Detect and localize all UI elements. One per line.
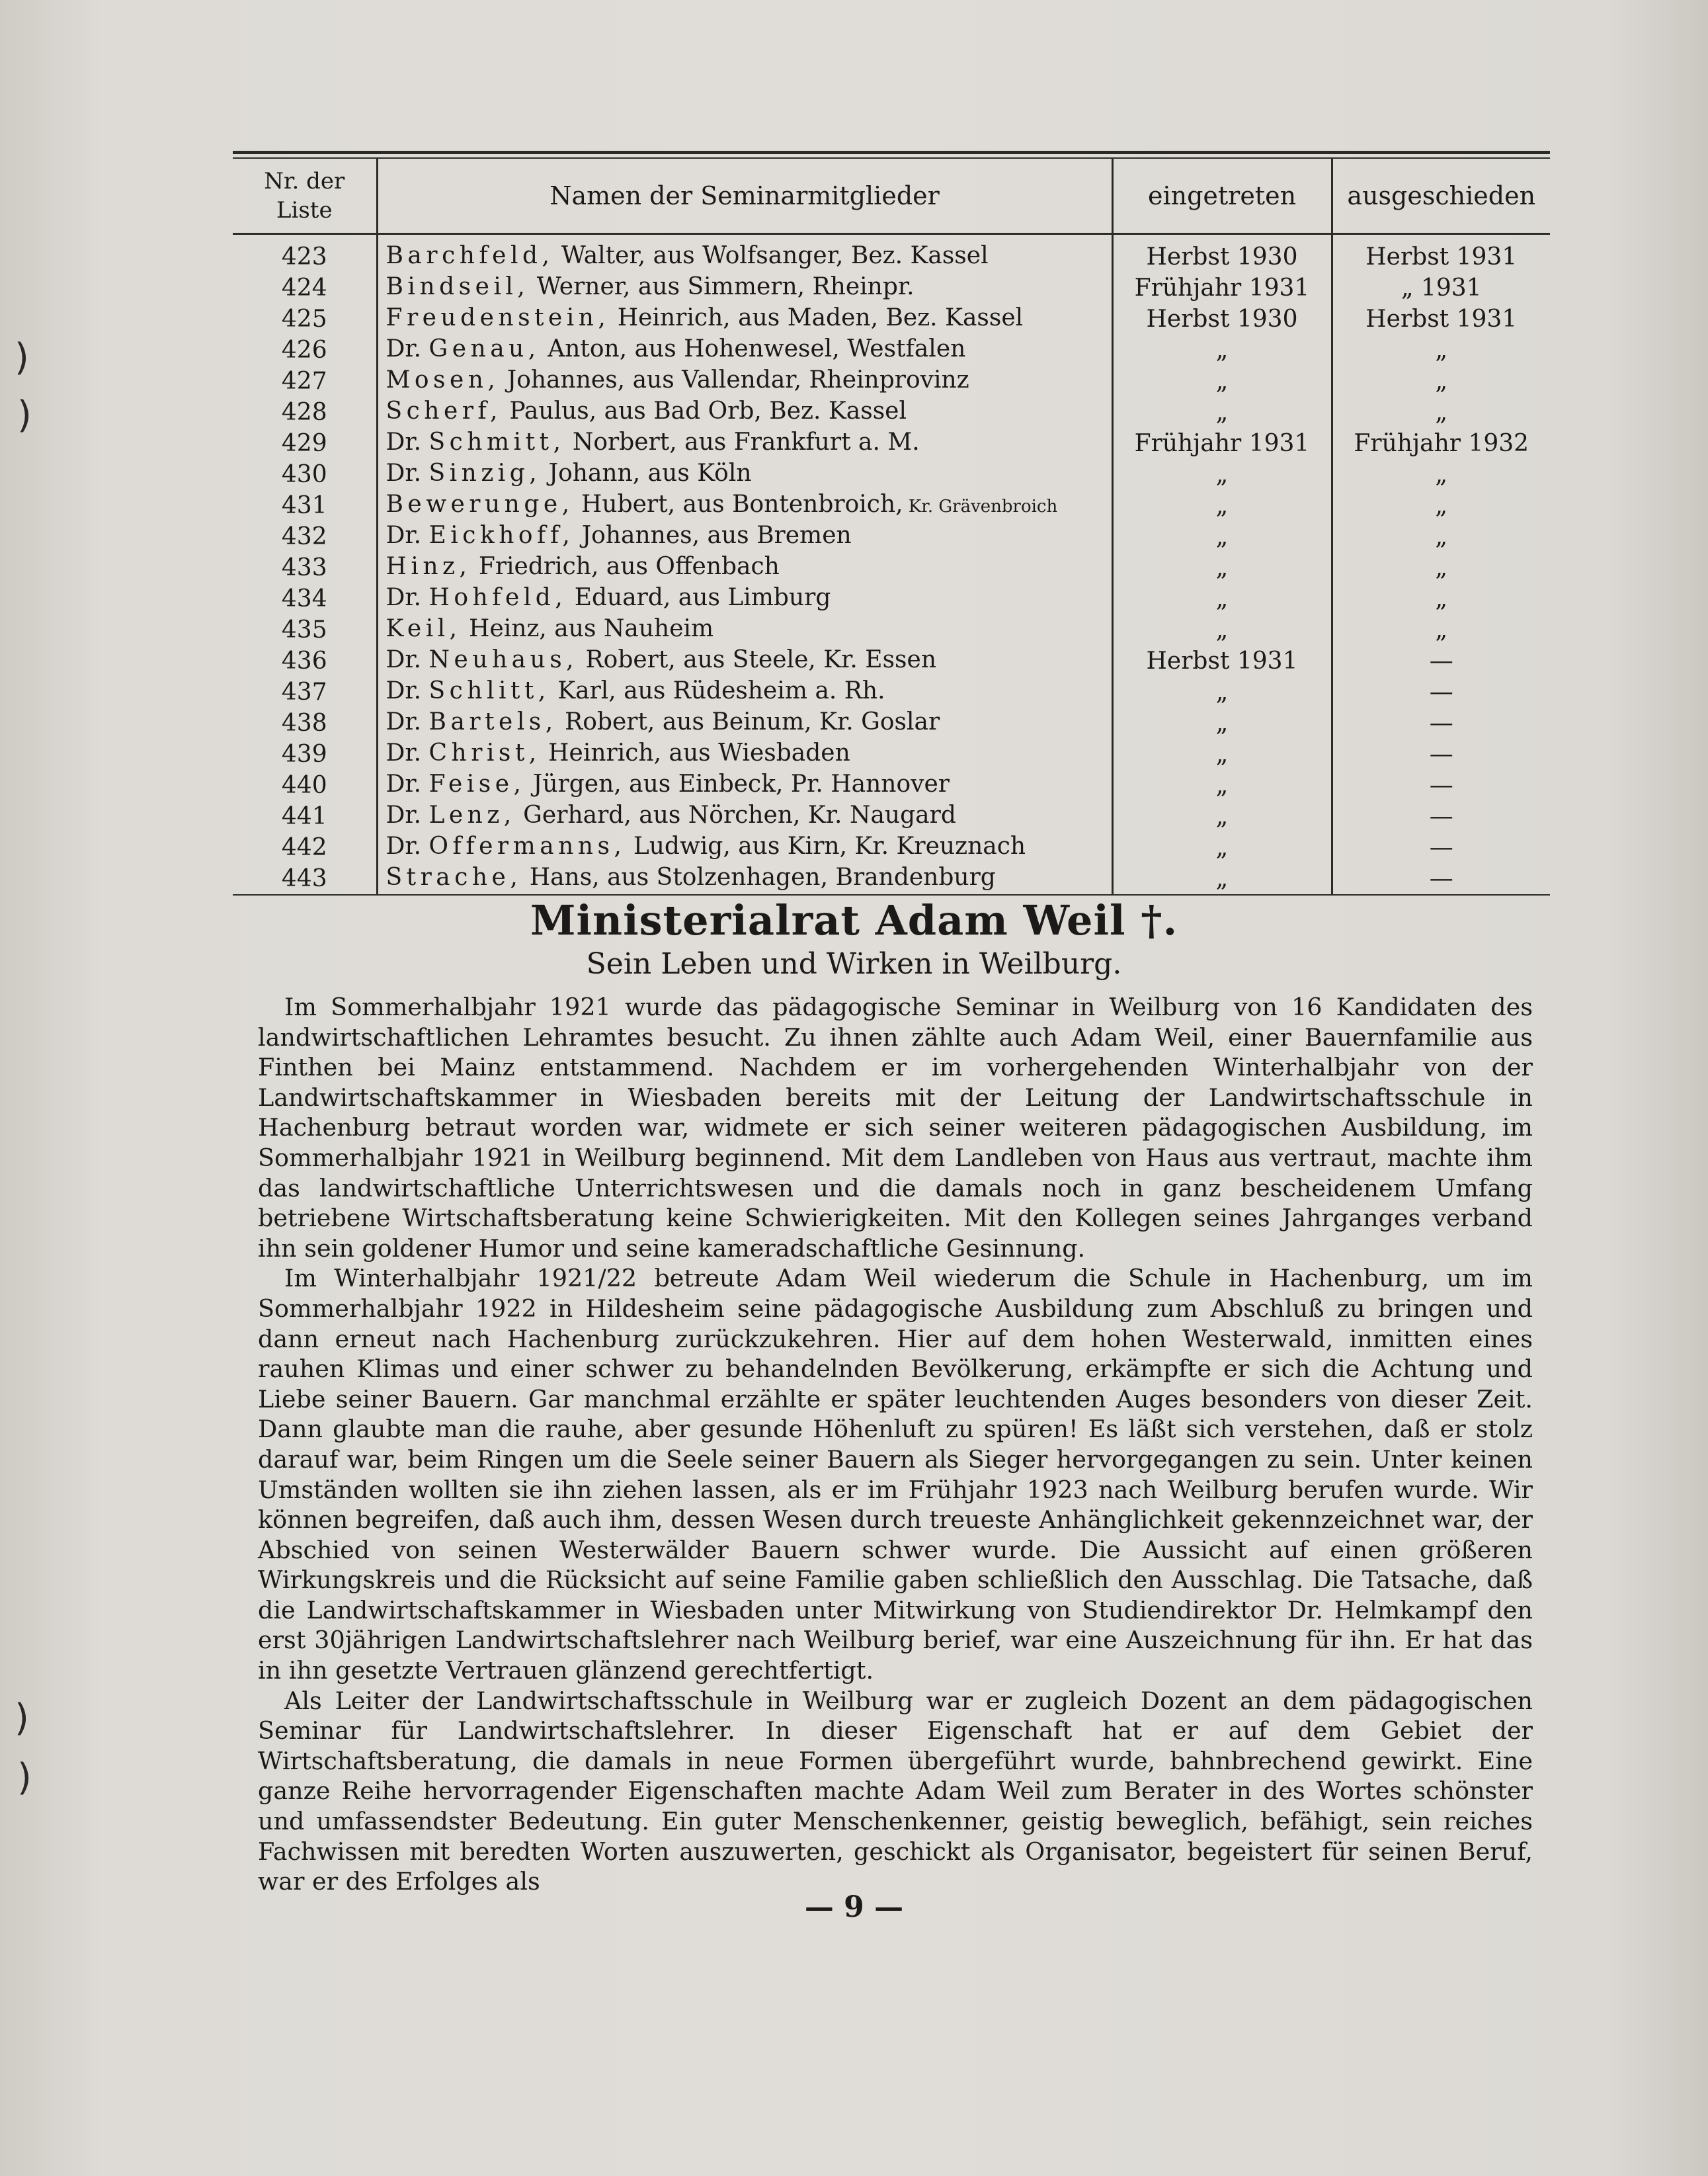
- member-name-cell: [377, 428, 1112, 459]
- joined-date: „: [1112, 863, 1332, 894]
- member-name-cell: [377, 677, 1112, 708]
- name-prefix: Dr.: [386, 677, 429, 704]
- row-number: 426: [281, 336, 327, 364]
- binding-mark: ): [17, 1756, 32, 1799]
- member-surname: Hinz,: [386, 553, 471, 580]
- article-subtitle: Sein Leben und Wirken in Weilburg.: [586, 947, 1122, 981]
- member-surname: Freudenstein,: [386, 304, 610, 331]
- member-surname: Barchfeld,: [386, 242, 554, 269]
- table-row: [233, 335, 1550, 366]
- table-row: [233, 677, 1550, 708]
- joined-date: Frühjahr 1931: [1112, 428, 1332, 459]
- member-details: Robert, aus Beinum, Kr. Goslar: [557, 708, 940, 735]
- table-row: [233, 863, 1550, 894]
- member-surname: Strache,: [386, 864, 522, 891]
- member-details: Werner, aus Simmern, Rheinpr.: [529, 273, 915, 300]
- article-paragraph: Im Winterhalbjahr 1921/22 betreute Adam Weil wiederum die Schule in Hachenburg, um im Sommerhalbjahr 1922 in Hildesheim seine pädagogische Ausbildung zum Abschluß zu bringen und dann erneut nach Hachenburg zurückzukehren. Hier auf dem hohen Westerwald, inmitten eines rauhen Klimas und einer schwer zu behandelnden Bevölkerung, erkämpfte er sich die Achtung und Liebe seiner Bauern. Gar manchmal erzählte er später leuchtenden Auges besonders von dieser Zeit. Dann glaubte man die rauhe, aber gesunde Höhenluft zu spüren! Es läßt sich verstehen, daß er stolz darauf war, beim Ringen um die Seele seiner Bauern als Sieger hervorgegangen zu sein. Unter keinen Umständen wollten sie ihn ziehen lassen, als er im Frühjahr 1923 nach Weilburg berufen wurde. Wir können begreifen, daß auch ihm, dessen Wesen durch treueste Anhänglichkeit gekennzeichnet war, der Abschied von seinen Westerwälder Bauern schwer wurde. Die Aussicht auf einen größeren Wirkungskreis und die Rücksicht auf seine Familie gaben schließlich den Ausschlag. Die Tatsache, daß die Landwirtschaftskammer in Wiesbaden unter Mitwirkung von Studiendirektor Dr. Helmkampf den erst 30jährigen Landwirtschaftslehrer nach Weilburg berief, war eine Auszeichnung für ihn. Er hat das in ihn gesetzte Vertrauen glänzend gerechtfertigt.: [258, 1264, 1533, 1685]
- member-details: Heinrich, aus Wiesbaden: [540, 739, 850, 767]
- joined-date: „: [1112, 490, 1332, 521]
- joined-date: „: [1112, 397, 1332, 428]
- member-name-cell: [377, 397, 1112, 428]
- article-title: Ministerialrat Adam Weil †.: [530, 896, 1178, 944]
- member-surname: Eickhoff,: [428, 522, 575, 549]
- member-name-cell: [377, 304, 1112, 335]
- member-surname: Bindseil,: [386, 273, 530, 300]
- table-row: [233, 459, 1550, 490]
- member-details: Robert, aus Steele, Kr. Essen: [578, 646, 937, 673]
- member-name-cell: [377, 272, 1112, 304]
- row-number: 443: [281, 864, 327, 892]
- member-list-table-wrapper: [233, 151, 1550, 896]
- table-row: [233, 739, 1550, 770]
- row-number: 428: [281, 398, 327, 426]
- seminar-member-table: [233, 159, 1550, 894]
- name-prefix: Dr.: [386, 833, 429, 860]
- name-prefix: Dr.: [386, 522, 429, 549]
- name-prefix: Dr.: [386, 429, 429, 456]
- joined-date: „: [1112, 614, 1332, 646]
- left-date: —: [1332, 863, 1550, 894]
- left-date: „: [1332, 397, 1550, 428]
- header-joined: eingetreten: [1112, 159, 1332, 234]
- table-row: [233, 801, 1550, 832]
- row-number: 433: [281, 554, 327, 581]
- name-prefix: Dr.: [386, 335, 429, 362]
- member-name-cell: [377, 366, 1112, 397]
- left-date: Frühjahr 1932: [1332, 428, 1550, 459]
- row-number: 431: [281, 491, 327, 519]
- left-date: „: [1332, 335, 1550, 366]
- member-details: Hubert, aus Bontenbroich,: [573, 491, 903, 518]
- member-name-cell: [377, 708, 1112, 739]
- table-row: [233, 397, 1550, 428]
- member-surname: Lenz,: [428, 802, 516, 829]
- joined-date: „: [1112, 583, 1332, 614]
- row-number: 423: [281, 243, 327, 271]
- binding-mark: ): [15, 1696, 29, 1739]
- member-name-cell: [377, 234, 1112, 273]
- member-details: Anton, aus Hohenwesel, Westfalen: [540, 335, 966, 362]
- member-surname: Schlitt,: [428, 677, 550, 704]
- member-details: Ludwig, aus Kirn, Kr. Kreuznach: [626, 833, 1026, 860]
- joined-date: „: [1112, 366, 1332, 397]
- member-details: Jürgen, aus Einbeck, Pr. Hannover: [525, 771, 950, 798]
- member-details: Walter, aus Wolfsanger, Bez. Kassel: [553, 242, 989, 269]
- member-surname: Neuhaus,: [428, 646, 579, 673]
- header-member-names: Namen der Seminarmitglieder: [377, 159, 1112, 234]
- member-surname: Bartels,: [428, 708, 557, 735]
- row-number: 429: [281, 429, 327, 457]
- member-details: Eduard, aus Limburg: [567, 584, 831, 611]
- table-top-rule: [233, 151, 1550, 154]
- table-row: [233, 770, 1550, 801]
- member-name-cell: [377, 801, 1112, 832]
- header-left: ausgeschieden: [1332, 159, 1550, 234]
- left-date: —: [1332, 770, 1550, 801]
- left-date: „ 1931: [1332, 272, 1550, 304]
- left-date: „: [1332, 459, 1550, 490]
- joined-date: Herbst 1931: [1112, 646, 1332, 677]
- member-surname: Genau,: [428, 335, 540, 362]
- binding-mark: ): [15, 336, 29, 379]
- table-row: [233, 646, 1550, 677]
- row-number: 442: [281, 833, 327, 861]
- table-row: [233, 614, 1550, 646]
- name-prefix: Dr.: [386, 708, 429, 735]
- row-number: 430: [281, 460, 327, 488]
- row-number: 435: [281, 616, 327, 644]
- member-name-cell: [377, 459, 1112, 490]
- left-date: Herbst 1931: [1332, 304, 1550, 335]
- row-number: 437: [281, 678, 327, 706]
- member-details: Karl, aus Rüdesheim a. Rh.: [549, 677, 885, 704]
- member-surname: Schmitt,: [428, 429, 565, 456]
- member-surname: Mosen,: [386, 366, 500, 394]
- left-date: —: [1332, 739, 1550, 770]
- article-body: [258, 992, 1533, 1897]
- left-date: „: [1332, 366, 1550, 397]
- table-row: [233, 272, 1550, 304]
- member-surname: Christ,: [428, 739, 541, 767]
- page-number: — 9 —: [804, 1890, 904, 1924]
- member-details: Gerhard, aus Nörchen, Kr. Naugard: [515, 802, 956, 829]
- table-body: [233, 234, 1550, 895]
- member-name-cell: [377, 552, 1112, 583]
- member-details: Paulus, aus Bad Orb, Bez. Kassel: [501, 398, 907, 425]
- row-number: 439: [281, 740, 327, 768]
- joined-date: „: [1112, 677, 1332, 708]
- joined-date: Frühjahr 1931: [1112, 272, 1332, 304]
- row-number: 432: [281, 523, 327, 550]
- joined-date: „: [1112, 335, 1332, 366]
- joined-date: „: [1112, 770, 1332, 801]
- table-row: [233, 304, 1550, 335]
- left-date: —: [1332, 708, 1550, 739]
- row-number: 434: [281, 585, 327, 612]
- member-surname: Scherf,: [386, 398, 502, 425]
- joined-date: „: [1112, 801, 1332, 832]
- joined-date: Herbst 1930: [1112, 234, 1332, 273]
- row-number: 424: [281, 274, 327, 302]
- binding-mark: ): [17, 394, 32, 437]
- row-number: 440: [281, 771, 327, 799]
- name-prefix: Dr.: [386, 584, 429, 611]
- table-row: [233, 708, 1550, 739]
- member-surname: Keil,: [386, 615, 462, 642]
- member-surname: Hohfeld,: [428, 584, 567, 611]
- member-surname: Sinzig,: [428, 460, 542, 487]
- member-name-cell: [377, 646, 1112, 677]
- name-prefix: Dr.: [386, 802, 429, 829]
- left-date: „: [1332, 521, 1550, 552]
- member-details: Hans, aus Stolzenhagen, Brandenburg: [522, 864, 996, 891]
- left-date: Herbst 1931: [1332, 234, 1550, 273]
- name-prefix: Dr.: [386, 771, 429, 798]
- left-date: „: [1332, 552, 1550, 583]
- member-surname: Offermanns,: [428, 833, 626, 860]
- joined-date: „: [1112, 459, 1332, 490]
- row-number: 436: [281, 647, 327, 675]
- name-prefix: Dr.: [386, 460, 429, 487]
- table-row: [233, 521, 1550, 552]
- row-number: 438: [281, 709, 327, 737]
- article-paragraph: Als Leiter der Landwirtschaftsschule in Weilburg war er zugleich Dozent an dem pädagogischen Seminar für Landwirtschaftslehrer. In dieser Eigenschaft hat er auf dem Gebiet der Wirtschaftsberatung, die damals in neue Formen übergeführt wurde, bahnbrechend gewirkt. Eine ganze Reihe hervorragender Eigenschaften machte Adam Weil zum Berater in des Wortes schönster und umfassendster Bedeutung. Ein guter Menschenkenner, geistig beweglich, befähigt, sein reiches Fachwissen mit beredten Worten auszuwerten, geschickt als Organisator, begeistert für seinen Beruf, war er des Erfolges als: [258, 1686, 1533, 1896]
- header-list-number: Nr. der Liste: [233, 159, 377, 234]
- table-row: [233, 490, 1550, 521]
- member-name-cell: [377, 863, 1112, 894]
- table-row: [233, 832, 1550, 863]
- joined-date: „: [1112, 521, 1332, 552]
- table-row: [233, 583, 1550, 614]
- member-name-cell: [377, 770, 1112, 801]
- name-prefix: Dr.: [386, 739, 429, 767]
- member-details: Johannes, aus Vallendar, Rheinprovinz: [499, 366, 969, 394]
- table-row: [233, 428, 1550, 459]
- left-date: —: [1332, 677, 1550, 708]
- member-surname: Feise,: [428, 771, 526, 798]
- member-details: Norbert, aus Frankfurt a. M.: [565, 429, 920, 456]
- member-name-cell: [377, 583, 1112, 614]
- joined-date: „: [1112, 708, 1332, 739]
- row-number: 427: [281, 367, 327, 395]
- member-details: Friedrich, aus Offenbach: [471, 553, 780, 580]
- member-name-cell: [377, 739, 1112, 770]
- row-number: 441: [281, 802, 327, 830]
- table-header-row: [233, 159, 1550, 234]
- joined-date: Herbst 1930: [1112, 304, 1332, 335]
- name-prefix: Dr.: [386, 646, 429, 673]
- member-name-cell: [377, 335, 1112, 366]
- member-details: Johannes, aus Bremen: [574, 522, 852, 549]
- left-date: „: [1332, 490, 1550, 521]
- member-name-cell: [377, 490, 1112, 521]
- member-name-cell: [377, 521, 1112, 552]
- left-date: „: [1332, 614, 1550, 646]
- joined-date: „: [1112, 739, 1332, 770]
- table-row: [233, 366, 1550, 397]
- member-surname: Bewerunge,: [386, 491, 574, 518]
- member-name-cell: [377, 614, 1112, 646]
- member-details: Heinrich, aus Maden, Bez. Kassel: [610, 304, 1024, 331]
- left-date: —: [1332, 801, 1550, 832]
- table-row: [233, 234, 1550, 273]
- table-row: [233, 552, 1550, 583]
- member-district-note: Kr. Grävenbroich: [903, 497, 1058, 517]
- member-details: Johann, aus Köln: [541, 460, 752, 487]
- left-date: „: [1332, 583, 1550, 614]
- table-bottom-rule: [233, 894, 1550, 896]
- joined-date: „: [1112, 832, 1332, 863]
- article-paragraph: Im Sommerhalbjahr 1921 wurde das pädagogische Seminar in Weilburg von 16 Kandidaten des landwirtschaftlichen Lehramtes besucht. Zu ihnen zählte auch Adam Weil, einer Bauernfamilie aus Finthen bei Mainz entstammend. Nachdem er im vorhergehenden Winterhalbjahr von der Landwirtschaftskammer in Wiesbaden bereits mit der Leitung der Landwirtschaftsschule in Hachenburg betraut worden war, widmete er sich seiner weiteren pädagogischen Ausbildung, im Sommerhalbjahr 1921 in Weilburg beginnend. Mit dem Landleben von Haus aus vertraut, machte ihm das landwirtschaftliche Unterrichtswesen und die damals noch in ganz bescheidenem Umfang betriebene Wirtschaftsberatung keine Schwierigkeiten. Mit den Kollegen seines Jahrganges verband ihn sein goldener Humor und seine kameradschaftliche Gesinnung.: [258, 993, 1533, 1263]
- member-name-cell: [377, 832, 1112, 863]
- row-number: 425: [281, 305, 327, 333]
- member-details: Heinz, aus Nauheim: [461, 615, 714, 642]
- left-date: —: [1332, 832, 1550, 863]
- left-date: —: [1332, 646, 1550, 677]
- joined-date: „: [1112, 552, 1332, 583]
